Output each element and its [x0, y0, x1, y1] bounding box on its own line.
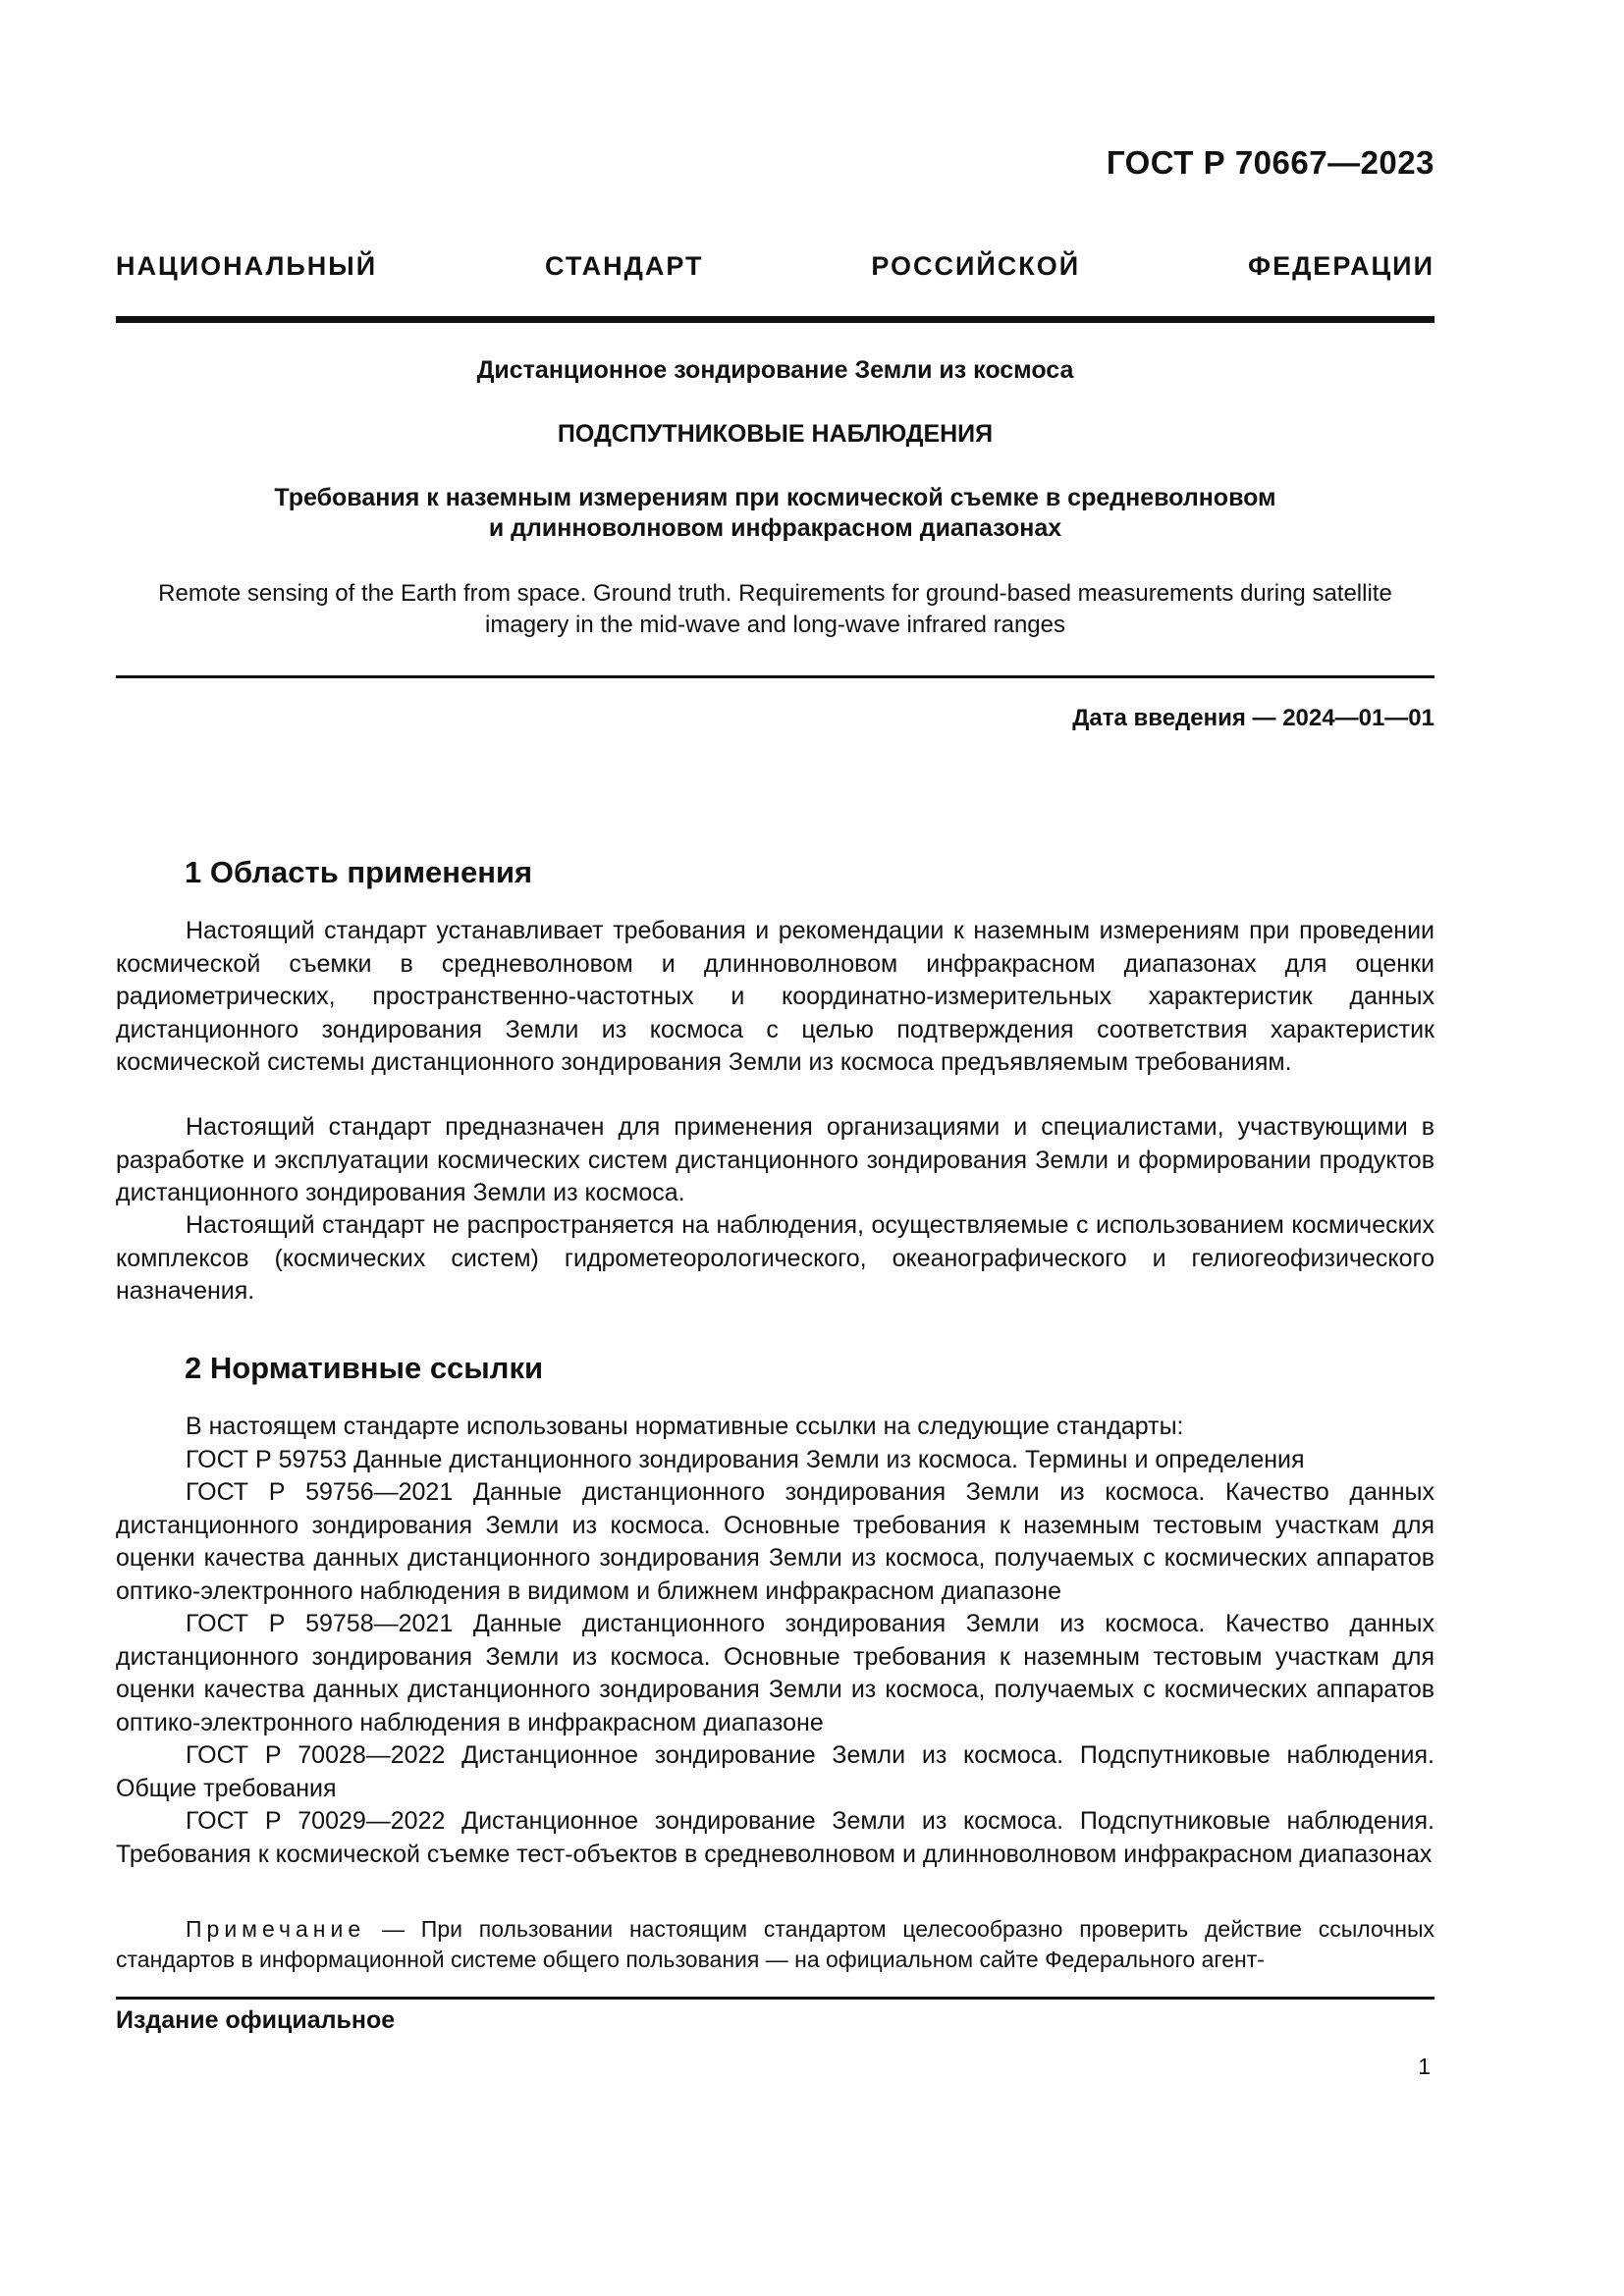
header-rule	[116, 316, 1435, 323]
section-2-reference: ГОСТ Р 59756—2021 Данные дистанционного зондирования Земли из космоса. Качество данных дистанционного зондирования Земли из космоса. Основные требования к наземным тестовым участкам для оценки качества данных дистанционного зондирования Земли из космоса, получаемых с космических аппаратов оптико-электронного наблюдения в видимом и ближнем инфракрасном диапазоне	[116, 1478, 1435, 1605]
section-2-heading: 2 Нормативные ссылки	[185, 1351, 544, 1385]
note-label: Примечание	[186, 1916, 366, 1942]
description-line-1: Требования к наземным измерениям при космической съемке в средневолновом	[274, 484, 1276, 511]
english-title	[116, 578, 1435, 641]
note	[116, 1914, 1435, 1975]
document-subtitle: ПОДСПУТНИКОВЫЕ НАБЛЮДЕНИЯ	[557, 420, 994, 448]
document-description	[116, 483, 1435, 544]
english-title-line-2: imagery in the mid-wave and long-wave infrared ranges	[485, 612, 1065, 638]
section-2-reference: ГОСТ Р 70029—2022 Дистанционное зондирование Земли из космоса. Подспутниковые наблюдения. Требования к космической съемке тест-объектов в средневолновом и длинноволновом инфракрасном диапазонах	[116, 1807, 1435, 1868]
section-1-paragraph: Настоящий стандарт предназначен для применения организациями и специалистами, участвующими в разработке и эксплуатации космических систем дистанционного зондирования Земли и формировании продуктов дистанционного зондирования Земли из космоса.	[116, 1113, 1435, 1206]
page-number: 1	[1418, 2054, 1431, 2079]
description-line-2: и длинноволновом инфракрасном диапазонах	[488, 514, 1062, 542]
section-1-paragraph: Настоящий стандарт устанавливает требования и рекомендации к наземным измерениям при проведении космической съемки в средневолновом и длинноволновом инфракрасном диапазонах для оценки радиометрических, пространственно-частотных и координатно-измерительных характеристик данных дистанционного зондирования Земли из космоса с целью подтверждения соответствия характеристик космической системы дистанционного зондирования Земли из космоса предъявляемым требованиям.	[116, 917, 1435, 1076]
gost-number: ГОСТ Р 70667—2023	[1106, 144, 1435, 181]
introduction-date: Дата введения — 2024—01—01	[1072, 705, 1435, 731]
footer-rule	[116, 1997, 1435, 2000]
english-title-line-1: Remote sensing of the Earth from space. Ground truth. Requirements for ground-based measurements during satellite	[158, 580, 1392, 607]
section-1-heading: 1 Область применения	[185, 855, 533, 889]
title-rule	[116, 675, 1435, 678]
section-1-paragraph: Настоящий стандарт не распространяется на наблюдения, осуществляемые с использованием космических комплексов (космических систем) гидрометеорологического, океанографического и гелиогеофизического назначения.	[116, 1211, 1435, 1305]
document-title: Дистанционное зондирование Земли из космоса	[476, 356, 1074, 384]
standard-series: НАЦИОНАЛЬНЫЙ СТАНДАРТ РОССИЙСКОЙ ФЕДЕРАЦИИ	[116, 251, 1435, 281]
official-edition-label: Издание официальное	[116, 2006, 396, 2034]
section-2-reference: ГОСТ Р 59758—2021 Данные дистанционного зондирования Земли из космоса. Качество данных дистанционного зондирования Земли из космоса. Основные требования к наземным тестовым участкам для оценки качества данных дистанционного зондирования Земли из космоса, получаемых с космических аппаратов оптико-электронного наблюдения в инфракрасном диапазоне	[116, 1610, 1435, 1736]
section-2-reference: ГОСТ Р 70028—2022 Дистанционное зондирование Земли из космоса. Подспутниковые наблюдения. Общие требования	[116, 1741, 1435, 1802]
section-2-reference: ГОСТ Р 59753 Данные дистанционного зондирования Земли из космоса. Термины и определения	[186, 1446, 1305, 1473]
note-text: — При пользовании настоящим стандартом целесообразно проверить действие ссылочных стандартов в информационной системе общего пользования — на официальном сайте Федерального агент-	[116, 1916, 1435, 1972]
section-2-paragraph: В настоящем стандарте использованы нормативные ссылки на следующие стандарты:	[186, 1413, 1184, 1440]
